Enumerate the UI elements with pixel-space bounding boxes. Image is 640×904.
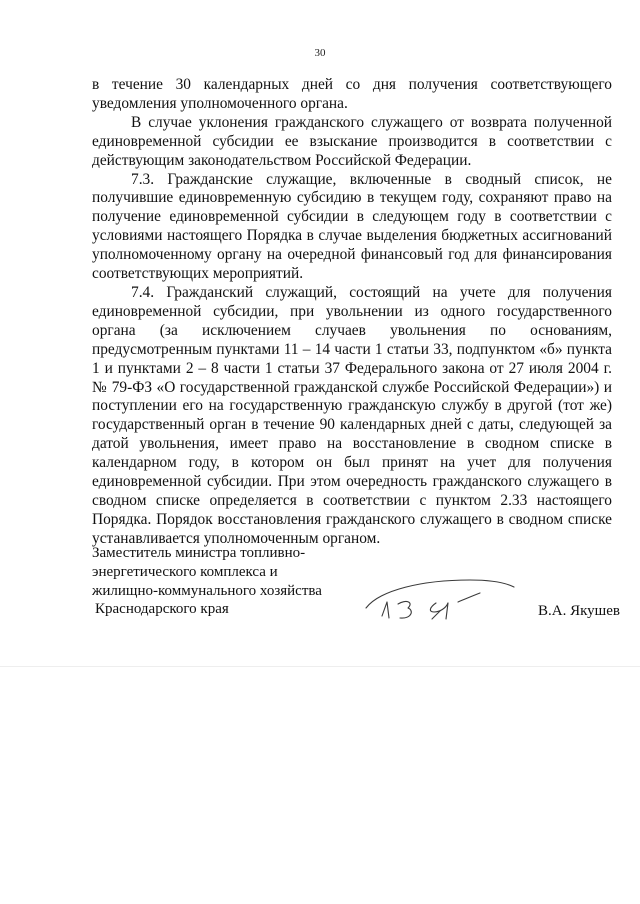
paragraph-subsidy-recovery: В случае уклонения гражданского служащего от возврата полученной единовременной субсидии ее взыскание производится в соответствии с действующим законодательством Российской Федерации. bbox=[92, 113, 612, 169]
paragraph-7-4: 7.4. Гражданский служащий, состоящий на учете для получения единовременной субсидии, при увольнении из одного государственного органа (за исключением случаев увольнения по основаниям, предусмотренным пунктами 11 – 14 части 1 статьи 33, подпунктом «б» пункта 1 и пунктами 2 – 8 части 1 статьи 37 Федерального закона от 27 июля 2004 г. № 79-ФЗ «О государственной гражданской службе Российской Федерации») и поступлении его на государственную гражданскую службу в другой (тот же) государственный орган в течение 90 календарных дней с даты, следующей за датой увольнения, имеет право на восстановление в сводном списке в календарном году, в котором он был принят на учет для получения единовременной субсидии. При этом очередность гражданского служащего в сводном списке определяется в соответствии с пунктом 2.33 настоящего Порядка. Порядок восстановления гражданского служащего в сводном списке устанавливается уполномоченным органом. bbox=[92, 283, 612, 547]
scan-edge-line bbox=[0, 666, 640, 667]
signer-position-line: жилищно-коммунального хозяйства bbox=[92, 582, 322, 599]
signer-position bbox=[92, 544, 352, 619]
signature-block bbox=[92, 544, 632, 624]
signer-name: В.А. Якушев bbox=[538, 603, 620, 619]
paragraph-7-3: 7.3. Гражданские служащие, включенные в сводный список, не получившие единовременную субсидию в текущем году, сохраняют право на получение единовременной субсидии в следующем году в соответствии с условиями настоящего Порядка в случае выделения бюджетных ассигнований уполномоченному органу на очередной финансовый год для финансирования соответствующих мероприятий. bbox=[92, 170, 612, 283]
signer-position-line: Заместитель министра топливно- bbox=[92, 545, 306, 561]
body-text bbox=[92, 76, 612, 549]
handwritten-signature bbox=[362, 572, 527, 628]
signer-position-line: Краснодарского края bbox=[95, 601, 229, 618]
page-number: 30 bbox=[314, 47, 326, 59]
signer-position-line: энергетического комплекса и bbox=[92, 563, 278, 580]
paragraph-continuation: в течение 30 календарных дней со дня получения соответствующего уведомления уполномоченного органа. bbox=[92, 76, 612, 112]
